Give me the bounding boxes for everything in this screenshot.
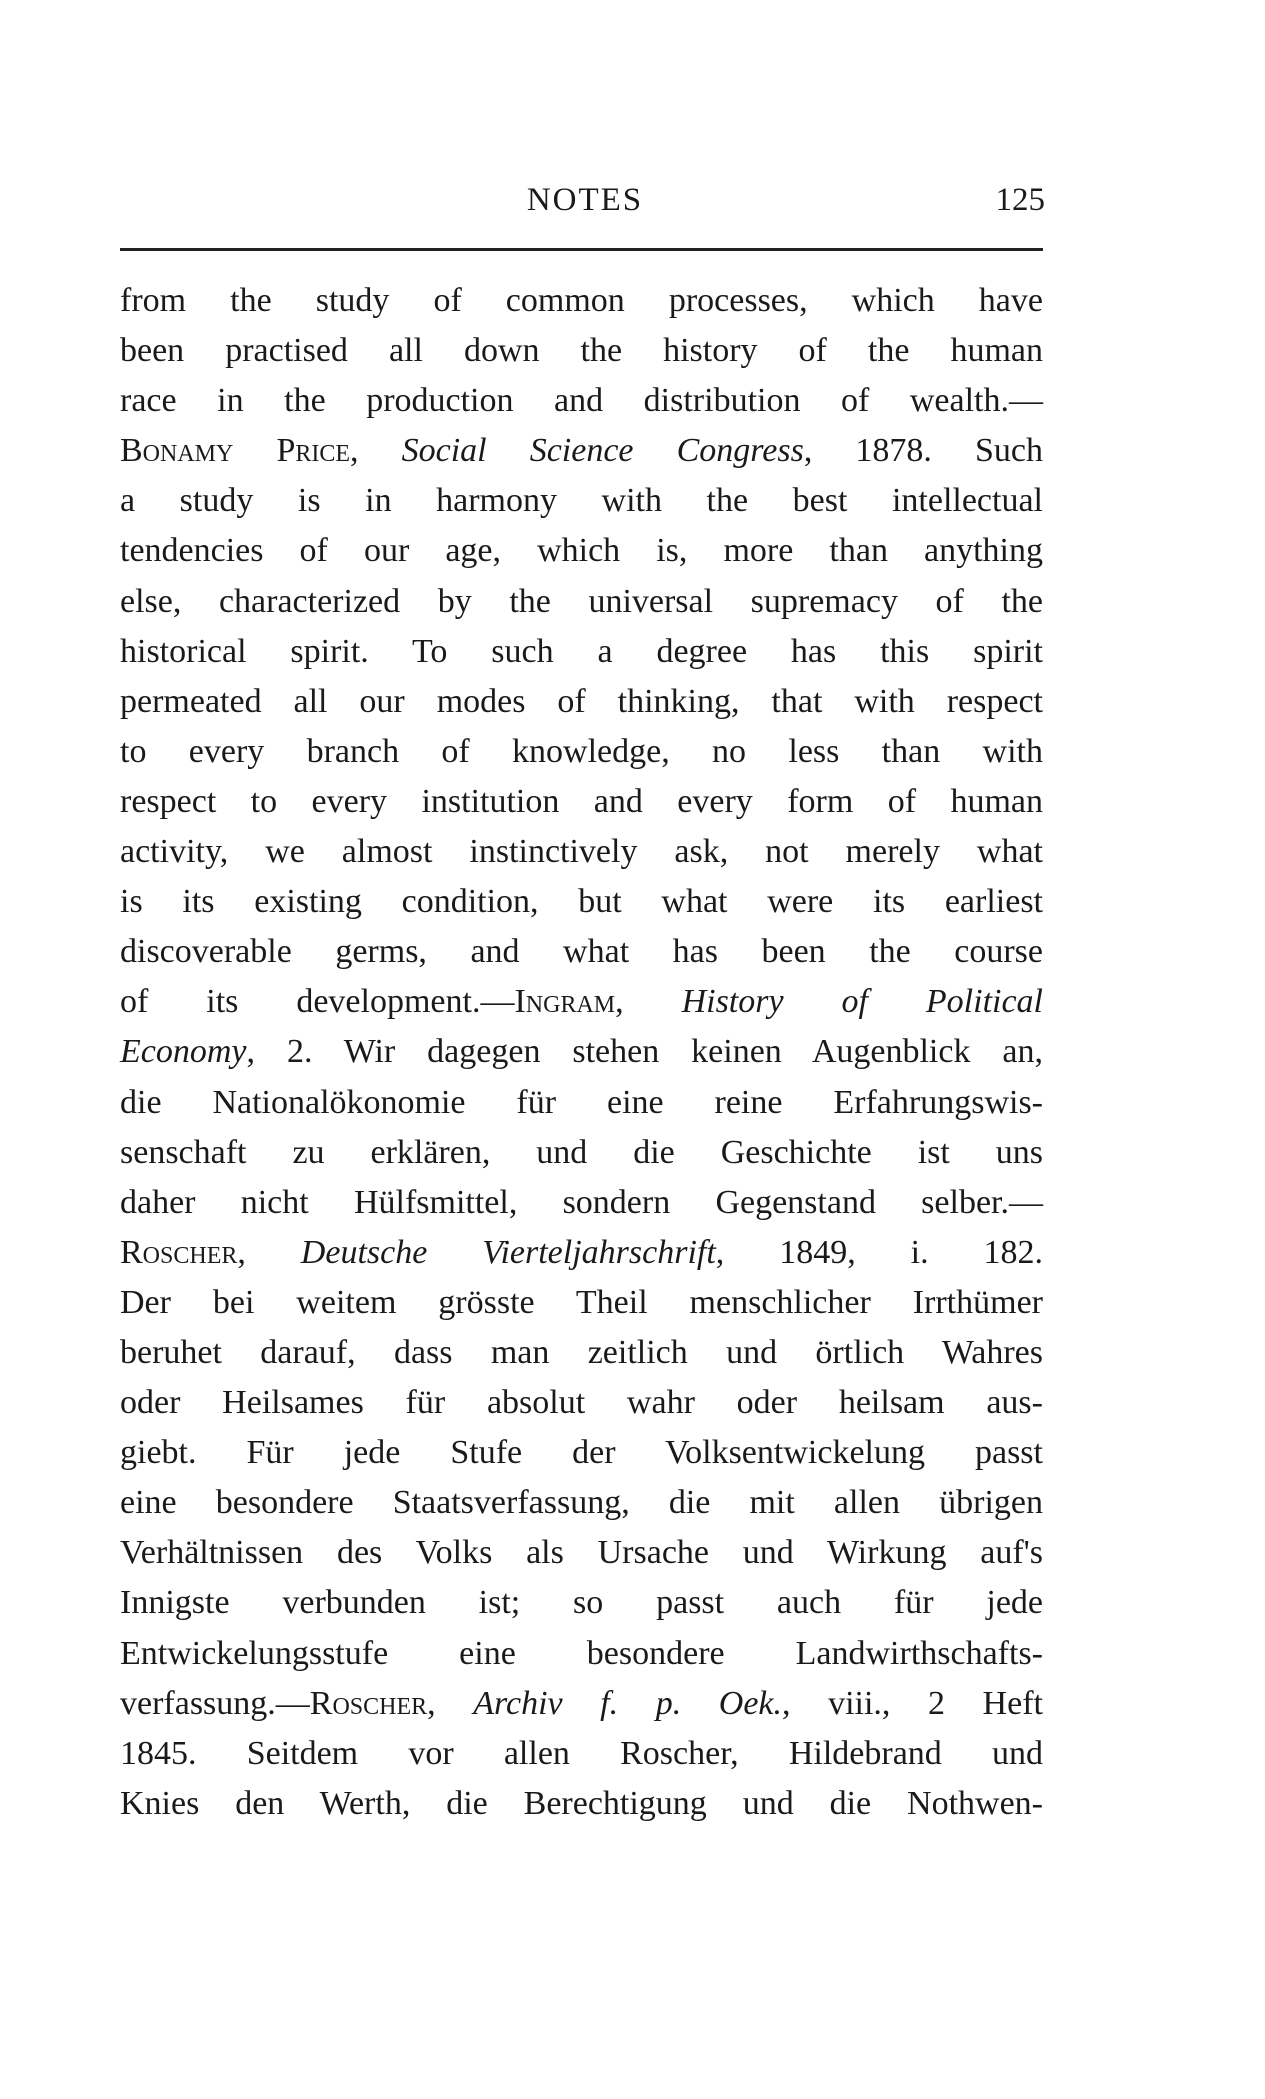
text-run: , 1849, i. 182. xyxy=(715,1233,1043,1271)
text-line xyxy=(120,426,1043,476)
text-line xyxy=(120,476,1043,526)
text-line xyxy=(120,1078,1043,1128)
text-run: eine besondere Staatsverfassung, die mit allen übrigen xyxy=(120,1484,1043,1522)
author-name: Ingram, xyxy=(514,983,682,1021)
text-line xyxy=(120,927,1043,977)
body-text xyxy=(120,276,1043,1829)
text-run: 1845. Seitdem vor allen Roscher, Hildebrand und xyxy=(120,1734,1043,1772)
text-run: tendencies of our age, which is, more than anything xyxy=(120,532,1043,570)
italic-title: Economy xyxy=(120,1033,247,1071)
text-run: , viii., 2 Heft xyxy=(782,1684,1043,1722)
italic-title: Deutsche Vierteljahrschrift xyxy=(300,1233,716,1271)
author-name: Roscher, xyxy=(120,1233,301,1271)
text-line xyxy=(120,1228,1043,1278)
text-run: , 1878. Such xyxy=(803,432,1043,470)
text-line xyxy=(120,1578,1043,1628)
italic-title: Archiv f. p. Oek. xyxy=(473,1684,782,1722)
text-line xyxy=(120,526,1043,576)
text-line xyxy=(120,1278,1043,1328)
text-line xyxy=(120,677,1043,727)
text-run: Innigste verbunden ist; so passt auch für jede xyxy=(120,1584,1043,1622)
text-run: else, characterized by the universal supremacy of the xyxy=(120,582,1043,620)
text-line xyxy=(120,1679,1043,1729)
text-run: senschaft zu erklären, und die Geschichte ist uns xyxy=(120,1133,1043,1171)
text-line xyxy=(120,1428,1043,1478)
text-run: die Nationalökonomie für eine reine Erfahrungswis- xyxy=(120,1083,1043,1121)
text-run: , 2. Wir dagegen stehen keinen Augenblick an, xyxy=(246,1033,1043,1071)
text-run: historical spirit. To such a degree has this spirit xyxy=(120,632,1043,670)
text-run: permeated all our modes of thinking, that with respect xyxy=(120,682,1043,720)
text-run: discoverable germs, and what has been the course xyxy=(120,933,1043,971)
text-run: a study is in harmony with the best intellectual xyxy=(120,482,1043,520)
text-line xyxy=(120,577,1043,627)
text-run: of its development.— xyxy=(120,983,515,1021)
text-line xyxy=(120,1027,1043,1077)
text-run: giebt. Für jede Stufe der Volksentwickelung passt xyxy=(120,1434,1043,1472)
text-line xyxy=(120,326,1043,376)
text-line xyxy=(120,1128,1043,1178)
text-line xyxy=(120,777,1043,827)
author-name: Bonamy Price, xyxy=(120,432,402,470)
text-run: to every branch of knowledge, no less than with xyxy=(120,732,1043,770)
text-run: Der bei weitem grösste Theil menschlicher Irrthümer xyxy=(120,1283,1043,1321)
text-run: Knies den Werth, die Berechtigung und die Nothwen- xyxy=(120,1784,1043,1822)
text-run: from the study of common processes, which have xyxy=(120,282,1043,319)
text-line xyxy=(120,627,1043,677)
text-line xyxy=(120,276,1043,326)
running-head: NOTES xyxy=(526,182,644,218)
text-run: verfassung.— xyxy=(120,1684,310,1722)
text-line xyxy=(120,1378,1043,1428)
text-run: Entwickelungsstufe eine besondere Landwirthschafts- xyxy=(120,1634,1043,1672)
text-line xyxy=(120,1779,1043,1829)
italic-title: Social Science Congress xyxy=(401,432,804,470)
text-run: daher nicht Hülfsmittel, sondern Gegenstand selber.— xyxy=(120,1183,1043,1221)
text-run: Verhältnissen des Volks als Ursache und Wirkung auf's xyxy=(120,1534,1043,1572)
text-line xyxy=(120,977,1043,1027)
text-line xyxy=(120,1328,1043,1378)
text-run: is its existing condition, but what were its earliest xyxy=(120,883,1043,921)
text-line xyxy=(120,1178,1043,1228)
header-rule xyxy=(120,248,1043,251)
author-name: Roscher, xyxy=(309,1684,474,1722)
page-number: 125 xyxy=(995,182,1045,218)
text-run: beruhet darauf, dass man zeitlich und örtlich Wahres xyxy=(120,1333,1043,1371)
text-run: been practised all down the history of the human xyxy=(120,332,1043,370)
italic-title: History of Political xyxy=(681,983,1044,1021)
text-line xyxy=(120,1729,1043,1779)
text-line xyxy=(120,1528,1043,1578)
text-run: respect to every institution and every form of human xyxy=(120,782,1043,820)
text-line xyxy=(120,877,1043,927)
text-line xyxy=(120,827,1043,877)
text-run: race in the production and distribution of wealth.— xyxy=(120,382,1043,420)
text-line xyxy=(120,727,1043,777)
text-line xyxy=(120,376,1043,426)
text-run: oder Heilsames für absolut wahr oder heilsam aus- xyxy=(120,1384,1043,1422)
text-line xyxy=(120,1629,1043,1679)
text-run: activity, we almost instinctively ask, not merely what xyxy=(120,833,1043,871)
text-line xyxy=(120,1478,1043,1528)
